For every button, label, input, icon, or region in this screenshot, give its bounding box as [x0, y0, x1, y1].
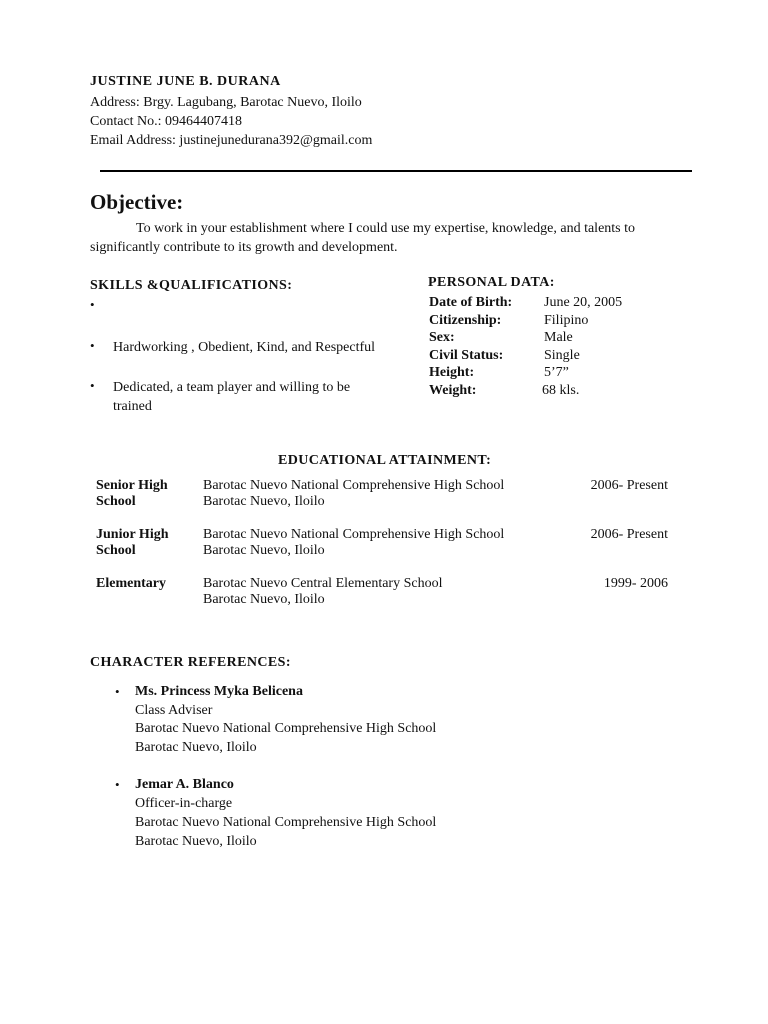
weight-label: Weight:: [429, 383, 477, 398]
skills-heading: SKILLS &QUALIFICATIONS:: [90, 278, 293, 293]
bullet-icon: •: [90, 338, 95, 353]
personal-data-heading: PERSONAL DATA:: [428, 275, 555, 290]
education-school: Barotac Nuevo National Comprehensive High School: [203, 478, 505, 493]
education-school: Barotac Nuevo National Comprehensive High School: [203, 527, 505, 542]
education-place: Barotac Nuevo, Iloilo: [203, 494, 325, 509]
citizenship-label: Citizenship:: [429, 313, 502, 328]
objective-text: To work in your establishment where I could use my expertise, knowledge, and talents to significantly contribute to its growth and development.: [90, 221, 636, 255]
applicant-name: JUSTINE JUNE B. DURANA: [90, 74, 281, 89]
bullet-icon: •: [90, 378, 95, 393]
education-level: Elementary: [96, 576, 166, 591]
bullet-icon: •: [115, 684, 120, 699]
bullet-icon: •: [115, 777, 120, 792]
education-years: 2006- Present: [590, 478, 668, 493]
skill-text: Dedicated, a team player and willing to be trained: [113, 380, 351, 414]
reference-org: Barotac Nuevo National Comprehensive High School: [135, 721, 437, 736]
reference-name: Ms. Princess Myka Belicena: [135, 684, 303, 699]
header-divider: [100, 170, 692, 172]
education-place: Barotac Nuevo, Iloilo: [203, 543, 325, 558]
height-value: 5’7”: [544, 365, 569, 380]
citizenship-value: Filipino: [544, 313, 589, 328]
education-school: Barotac Nuevo Central Elementary School: [203, 576, 443, 591]
references-heading: CHARACTER REFERENCES:: [90, 655, 291, 670]
skill-text: Hardworking , Obedient, Kind, and Respectful: [113, 340, 376, 355]
education-years: 1999- 2006: [603, 576, 668, 591]
reference-role: Officer-in-charge: [135, 796, 233, 811]
sex-value: Male: [544, 330, 573, 345]
contact-line: Contact No.: 09464407418: [90, 114, 243, 129]
reference-role: Class Adviser: [135, 703, 213, 718]
email-line: Email Address: justinejunedurana392@gmail.com: [90, 133, 373, 148]
dob-label: Date of Birth:: [429, 295, 513, 310]
civil-status-label: Civil Status:: [429, 348, 504, 363]
civil-status-value: Single: [544, 348, 580, 363]
education-place: Barotac Nuevo, Iloilo: [203, 592, 325, 607]
objective-heading: Objective:: [90, 190, 184, 214]
sex-label: Sex:: [429, 330, 455, 345]
reference-place: Barotac Nuevo, Iloilo: [135, 740, 257, 755]
bullet-icon: •: [90, 297, 95, 312]
address-line: Address: Brgy. Lagubang, Barotac Nuevo, Iloilo: [90, 95, 362, 110]
reference-org: Barotac Nuevo National Comprehensive High School: [135, 815, 437, 830]
dob-value: June 20, 2005: [544, 295, 623, 310]
education-level: Junior High School: [96, 527, 169, 558]
reference-name: Jemar A. Blanco: [135, 777, 234, 792]
height-label: Height:: [429, 365, 475, 380]
weight-value: 68 kls.: [542, 383, 580, 398]
education-heading: EDUCATIONAL ATTAINMENT:: [278, 453, 492, 468]
reference-place: Barotac Nuevo, Iloilo: [135, 834, 257, 849]
education-level: Senior High School: [96, 478, 168, 509]
education-years: 2006- Present: [590, 527, 668, 542]
